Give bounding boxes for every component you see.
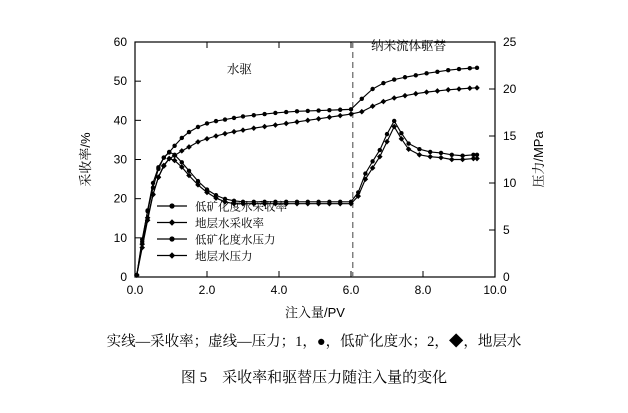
data-marker <box>214 119 218 123</box>
data-marker <box>413 91 419 97</box>
data-marker <box>359 109 365 115</box>
y-tick-label: 0 <box>120 270 127 284</box>
data-marker <box>262 112 266 116</box>
data-marker <box>370 159 374 163</box>
annotation-label-0: 水驱 <box>226 62 252 77</box>
data-marker <box>385 132 389 136</box>
y-tick-label: 10 <box>113 230 127 245</box>
data-marker <box>187 130 191 134</box>
data-marker <box>306 109 310 113</box>
x-tick-label: 0.0 <box>126 283 144 297</box>
data-marker <box>370 103 376 109</box>
data-marker <box>391 95 397 101</box>
x-tick-label: 2.0 <box>198 283 216 297</box>
data-marker <box>252 113 256 117</box>
data-marker <box>240 127 246 133</box>
data-marker <box>474 156 480 162</box>
data-marker <box>392 119 396 123</box>
data-marker <box>213 133 219 139</box>
data-marker <box>305 118 311 124</box>
data-marker <box>262 124 268 130</box>
data-marker <box>251 125 257 131</box>
y2-tick-label: 25 <box>503 35 517 49</box>
data-marker <box>370 165 376 171</box>
data-marker <box>349 107 353 111</box>
data-marker <box>445 87 451 93</box>
data-marker <box>204 136 210 142</box>
data-marker <box>231 129 237 135</box>
x-tick-label: 8.0 <box>414 283 432 297</box>
data-marker <box>446 68 450 72</box>
y-tick-label: 30 <box>113 152 127 167</box>
data-marker <box>414 73 418 77</box>
data-marker <box>435 88 441 94</box>
data-marker <box>169 252 175 258</box>
data-marker <box>427 154 433 160</box>
legend-label: 低矿化度水压力 <box>195 234 276 247</box>
data-marker <box>403 75 407 79</box>
data-marker <box>428 150 432 154</box>
series-2 <box>135 119 480 278</box>
series-line <box>137 121 477 275</box>
data-marker <box>187 169 191 173</box>
data-marker <box>449 157 455 163</box>
data-marker <box>417 152 423 158</box>
x-tick-label: 4.0 <box>270 283 288 297</box>
data-marker <box>316 108 320 112</box>
data-marker <box>162 155 166 159</box>
y2-tick-label: 10 <box>503 176 517 190</box>
data-marker <box>457 67 461 71</box>
data-marker <box>337 113 343 119</box>
data-marker <box>241 114 245 118</box>
figure-caption-note: 实线—采收率；虚线—压力；1，●，低矿化度水；2，◆，地层水 <box>106 334 522 350</box>
data-marker <box>167 150 171 154</box>
data-marker <box>424 89 430 95</box>
data-marker <box>195 139 201 145</box>
y2-tick-label: 20 <box>503 82 517 96</box>
y-tick-label: 60 <box>113 35 127 49</box>
y2-tick-label: 5 <box>503 223 510 237</box>
data-marker <box>377 154 383 160</box>
data-marker <box>417 147 421 151</box>
data-marker <box>295 109 299 113</box>
figure-caption-title: 图 5 采收率和驱替压力随注入量的变化 <box>180 370 448 386</box>
data-marker <box>438 155 444 161</box>
y-axis-title: 采收率/% <box>78 132 93 187</box>
data-marker <box>360 97 364 101</box>
data-marker <box>205 121 209 125</box>
data-marker <box>180 136 184 140</box>
legend-label: 地层水压力 <box>195 251 253 263</box>
data-marker <box>460 157 466 163</box>
y-tick-label: 20 <box>113 191 127 206</box>
data-marker <box>273 111 277 115</box>
y-tick-label: 40 <box>113 113 127 128</box>
data-marker <box>169 219 175 225</box>
data-marker <box>435 70 439 74</box>
data-marker <box>468 66 472 70</box>
data-marker <box>475 66 479 70</box>
data-marker <box>180 160 184 164</box>
data-marker <box>406 141 410 145</box>
data-marker <box>273 122 279 128</box>
data-marker <box>370 87 374 91</box>
data-marker <box>399 131 403 135</box>
data-marker <box>378 148 382 152</box>
data-marker <box>327 114 333 120</box>
series-1 <box>134 85 480 278</box>
x-tick-label: 10.0 <box>483 283 507 297</box>
data-marker <box>467 85 473 91</box>
data-marker <box>169 236 174 241</box>
data-marker <box>439 151 443 155</box>
data-marker <box>327 108 331 112</box>
x-tick-label: 6.0 <box>342 283 360 297</box>
data-marker <box>381 99 387 105</box>
data-marker <box>363 171 367 175</box>
data-marker <box>294 119 300 125</box>
y2-tick-label: 15 <box>503 129 517 143</box>
series-line <box>137 88 477 275</box>
data-marker <box>474 85 480 91</box>
data-marker <box>232 116 236 120</box>
y2-tick-label: 0 <box>503 270 510 284</box>
data-marker <box>223 117 227 121</box>
data-marker <box>196 125 200 129</box>
data-marker <box>172 144 176 148</box>
data-marker <box>156 167 160 171</box>
data-marker <box>381 81 385 85</box>
y-tick-label: 50 <box>113 74 127 89</box>
data-marker <box>284 110 288 114</box>
legend-label: 低矿化度水采收率 <box>195 201 287 214</box>
data-marker <box>456 86 462 92</box>
data-marker <box>424 71 428 75</box>
data-marker <box>316 116 322 122</box>
y2-axis-title: 压力/MPa <box>531 131 546 188</box>
data-marker <box>222 131 228 137</box>
data-marker <box>402 93 408 99</box>
data-marker <box>169 203 174 208</box>
annotation-label-1: 纳米流体驱替 <box>371 38 447 53</box>
data-marker <box>450 153 454 157</box>
x-axis-title: 注入量/PV <box>285 305 345 320</box>
chart-legend <box>157 200 287 264</box>
data-marker <box>172 153 176 157</box>
data-marker <box>186 144 192 150</box>
data-marker <box>338 108 342 112</box>
data-marker <box>283 121 289 127</box>
data-marker <box>392 77 396 81</box>
legend-label: 地层水采收率 <box>195 218 264 230</box>
